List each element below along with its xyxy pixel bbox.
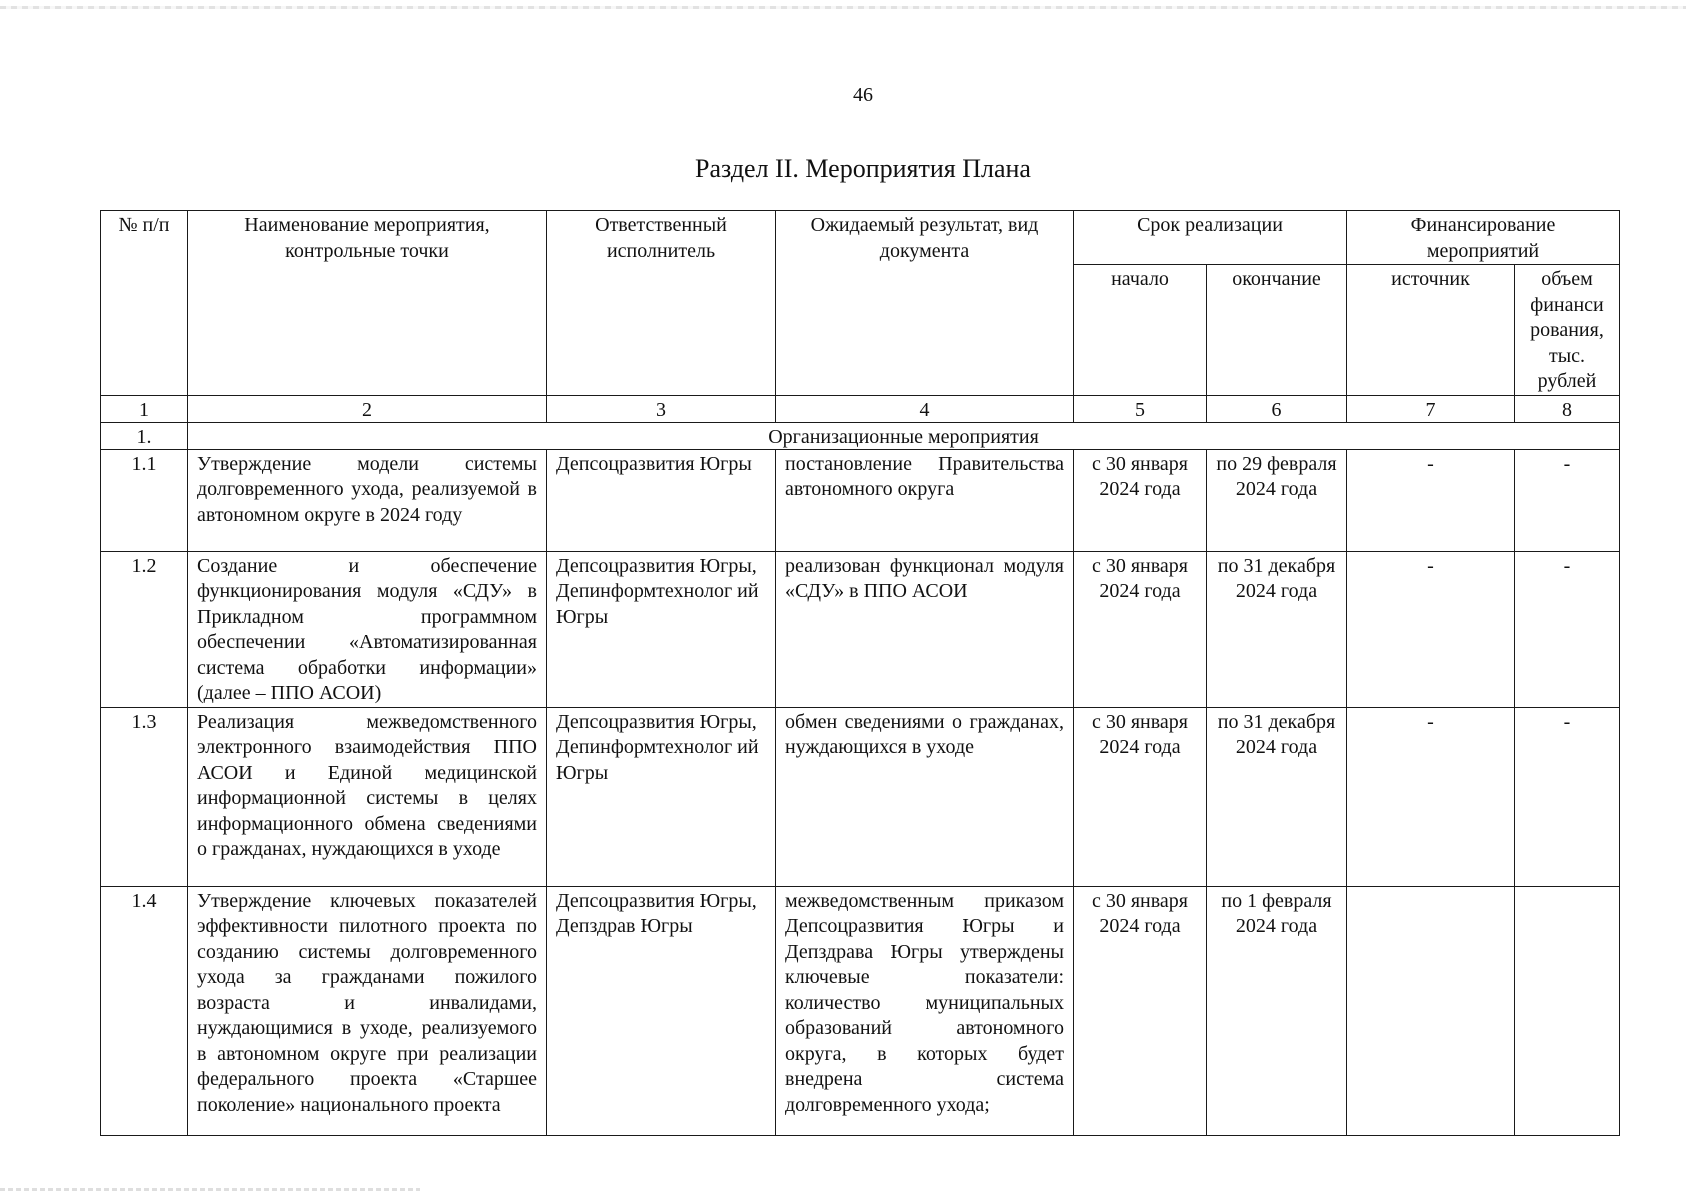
table-row — [101, 449, 1620, 551]
column-number: 5 — [1074, 395, 1207, 422]
period-end: по 29 февраля 2024 года — [1207, 449, 1347, 551]
header-financing-source: источник — [1347, 265, 1515, 396]
column-number-row — [101, 395, 1620, 422]
responsible-executor: Депсоцразвития Югры, Депздрав Югры — [547, 886, 776, 1135]
column-number: 2 — [188, 395, 547, 422]
activity-name: Утверждение ключевых показателей эффективности пилотного проекта по созданию системы долговременного ухода за гражданами пожилого возраста и инвалидами, нуждающимися в уходе, реализуемого в автономном округе при реализации федерального проекта «Старшее поколение» национального проекта — [188, 886, 547, 1135]
activity-name: Реализация межведомственного электронного взаимодействия ППО АСОИ и Единой медицинской информационной системы в целях информационного обмена сведениями о гражданах, нуждающихся в уходе — [188, 707, 547, 886]
table-row — [101, 707, 1620, 886]
scan-edge-top — [0, 6, 1686, 9]
period-start: с 30 января 2024 года — [1074, 449, 1207, 551]
section-number: 1. — [101, 422, 188, 449]
responsible-executor: Депсоцразвития Югры, Депинформтехнолог ий Югры — [547, 707, 776, 886]
row-number: 1.3 — [101, 707, 188, 886]
header-executor: Ответственный исполнитель — [547, 211, 776, 396]
column-number: 4 — [776, 395, 1074, 422]
row-number: 1.4 — [101, 886, 188, 1135]
period-start: с 30 января 2024 года — [1074, 551, 1207, 707]
header-financing-volume: объем финанси рования, тыс. рублей — [1515, 265, 1620, 396]
page-number: 46 — [853, 84, 873, 106]
row-number: 1.2 — [101, 551, 188, 707]
column-number: 7 — [1347, 395, 1515, 422]
expected-result: обмен сведениями о гражданах, нуждающихся в уходе — [776, 707, 1074, 886]
header-period-end: окончание — [1207, 265, 1347, 396]
scan-edge-bottom — [0, 1188, 420, 1191]
activity-name: Утверждение модели системы долговременного ухода, реализуемой в автономном округе в 2024 году — [188, 449, 547, 551]
period-start: с 30 января 2024 года — [1074, 707, 1207, 886]
header-result: Ожидаемый результат, вид документа — [776, 211, 1074, 396]
column-number: 8 — [1515, 395, 1620, 422]
expected-result: постановление Правительства автономного округа — [776, 449, 1074, 551]
financing-volume: - — [1515, 707, 1620, 886]
period-start: с 30 января 2024 года — [1074, 886, 1207, 1135]
section-title: Организационные мероприятия — [188, 422, 1620, 449]
financing-volume: - — [1515, 551, 1620, 707]
section-row — [101, 422, 1620, 449]
column-number: 3 — [547, 395, 776, 422]
expected-result: межведомственным приказом Депсоцразвития Югры и Депздрава Югры утверждены ключевые показатели: количество муниципальных образований автономного округа, в которых будет внедрена система долговременного ухода; — [776, 886, 1074, 1135]
column-number: 1 — [101, 395, 188, 422]
financing-volume — [1515, 886, 1620, 1135]
row-number: 1.1 — [101, 449, 188, 551]
financing-source — [1347, 886, 1515, 1135]
financing-source: - — [1347, 449, 1515, 551]
financing-source: - — [1347, 551, 1515, 707]
header-period: Срок реализации — [1074, 211, 1347, 265]
financing-volume: - — [1515, 449, 1620, 551]
header-name: Наименование мероприятия, контрольные точки — [188, 211, 547, 396]
header-financing: Финансирование мероприятий — [1347, 211, 1620, 265]
header-num: № п/п — [101, 211, 188, 396]
period-end: по 1 февраля 2024 года — [1207, 886, 1347, 1135]
header-period-start: начало — [1074, 265, 1207, 396]
expected-result: реализован функционал модуля «СДУ» в ППО АСОИ — [776, 551, 1074, 707]
table-row — [101, 551, 1620, 707]
table-header-row — [101, 211, 1620, 265]
financing-source: - — [1347, 707, 1515, 886]
column-number: 6 — [1207, 395, 1347, 422]
responsible-executor: Депсоцразвития Югры, Депинформтехнолог ий Югры — [547, 551, 776, 707]
responsible-executor: Депсоцразвития Югры — [547, 449, 776, 551]
activity-name: Создание и обеспечение функционирования модуля «СДУ» в Прикладном программном обеспечении «Автоматизированная система обработки информации» (далее – ППО АСОИ) — [188, 551, 547, 707]
plan-table — [100, 210, 1620, 1136]
period-end: по 31 декабря 2024 года — [1207, 707, 1347, 886]
period-end: по 31 декабря 2024 года — [1207, 551, 1347, 707]
table-row — [101, 886, 1620, 1135]
page-title: Раздел II. Мероприятия Плана — [695, 154, 1031, 183]
